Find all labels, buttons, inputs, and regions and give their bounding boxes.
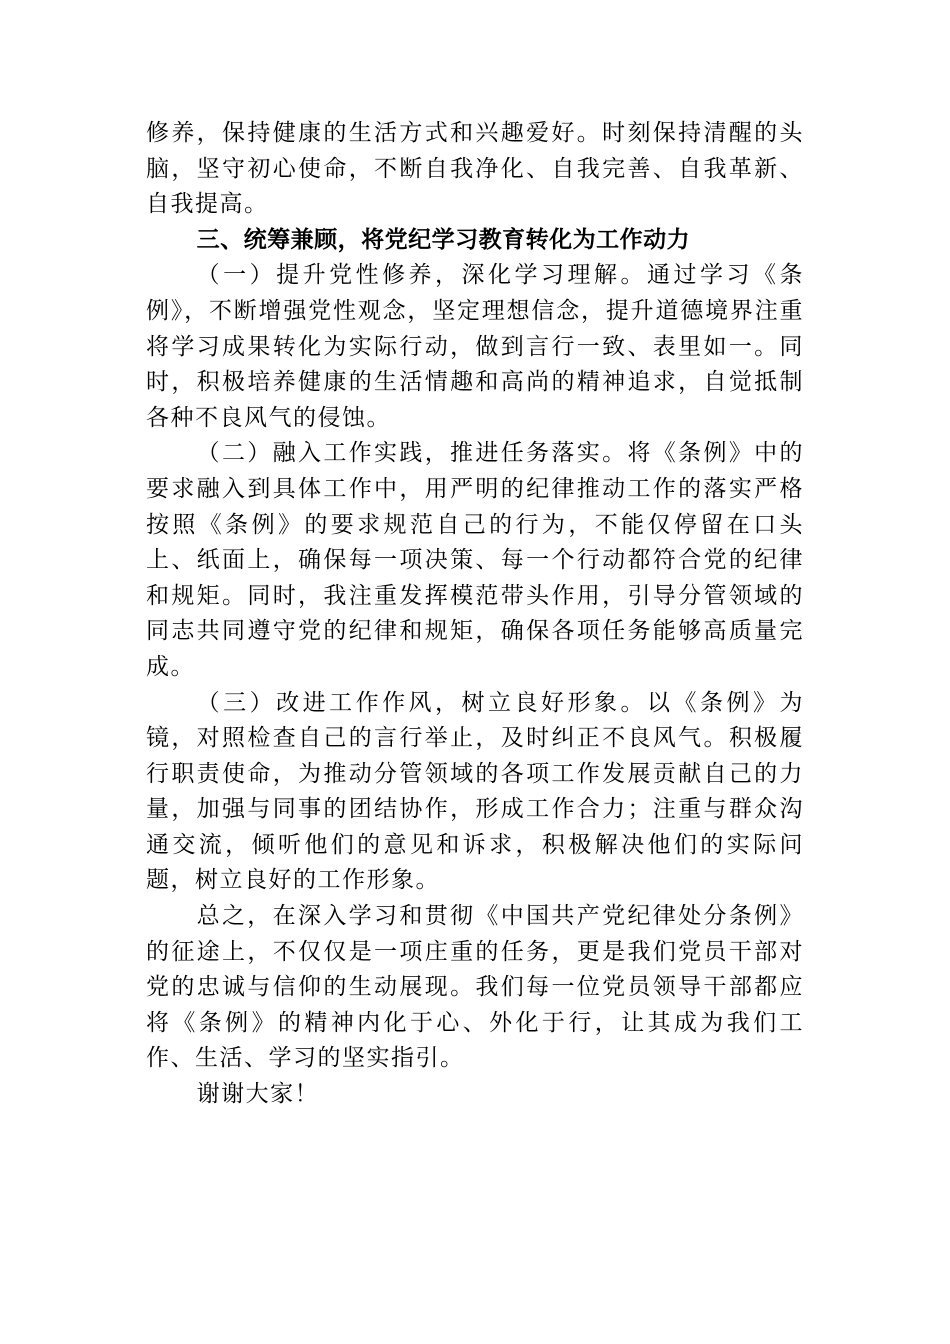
paragraph-subsection-2: （二）融入工作实践，推进任务落实。将《条例》中的要求融入到具体工作中，用严明的纪律推动工作的落实严格按照《条例》的要求规范自己的行为，不能仅停留在口头上、纸面上，确保每一项决策、每一个行动都符合党的纪律和规矩。同时，我注重发挥模范带头作用，引导分管领域的同志共同遵守党的纪律和规矩，确保各项任务能够高质量完成。 — [146, 440, 804, 680]
paragraph-continuation: 修养，保持健康的生活方式和兴趣爱好。时刻保持清醒的头脑，坚守初心使命，不断自我净化、自我完善、自我革新、自我提高。 — [146, 120, 804, 218]
paragraph-subsection-1: （一）提升党性修养，深化学习理解。通过学习《条例》，不断增强党性观念，坚定理想信念，提升道德境界注重将学习成果转化为实际行动，做到言行一致、表里如一。同时，积极培养健康的生活情趣和高尚的精神追求，自觉抵制各种不良风气的侵蚀。 — [146, 262, 804, 431]
section-heading-3: 三、统筹兼顾，将党纪学习教育转化为工作动力 — [196, 226, 691, 253]
paragraph-thanks: 谢谢大家！ — [196, 1081, 320, 1108]
paragraph-conclusion: 总之，在深入学习和贯彻《中国共产党纪律处分条例》的征途上，不仅仅是一项庄重的任务，更是我们党员干部对党的忠诚与信仰的生动展现。我们每一位党员领导干部都应将《条例》的精神内化于心、外化于行，让其成为我们工作、生活、学习的坚实指引。 — [146, 903, 804, 1072]
document-page — [146, 116, 804, 1113]
paragraph-subsection-3: （三）改进工作作风，树立良好形象。以《条例》为镜，对照检查自己的言行举止，及时纠正不良风气。积极履行职责使命，为推动分管领域的各项工作发展贡献自己的力量，加强与同事的团结协作，形成工作合力；注重与群众沟通交流，倾听他们的意见和诉求，积极解决他们的实际问题，树立良好的工作形象。 — [146, 689, 804, 894]
